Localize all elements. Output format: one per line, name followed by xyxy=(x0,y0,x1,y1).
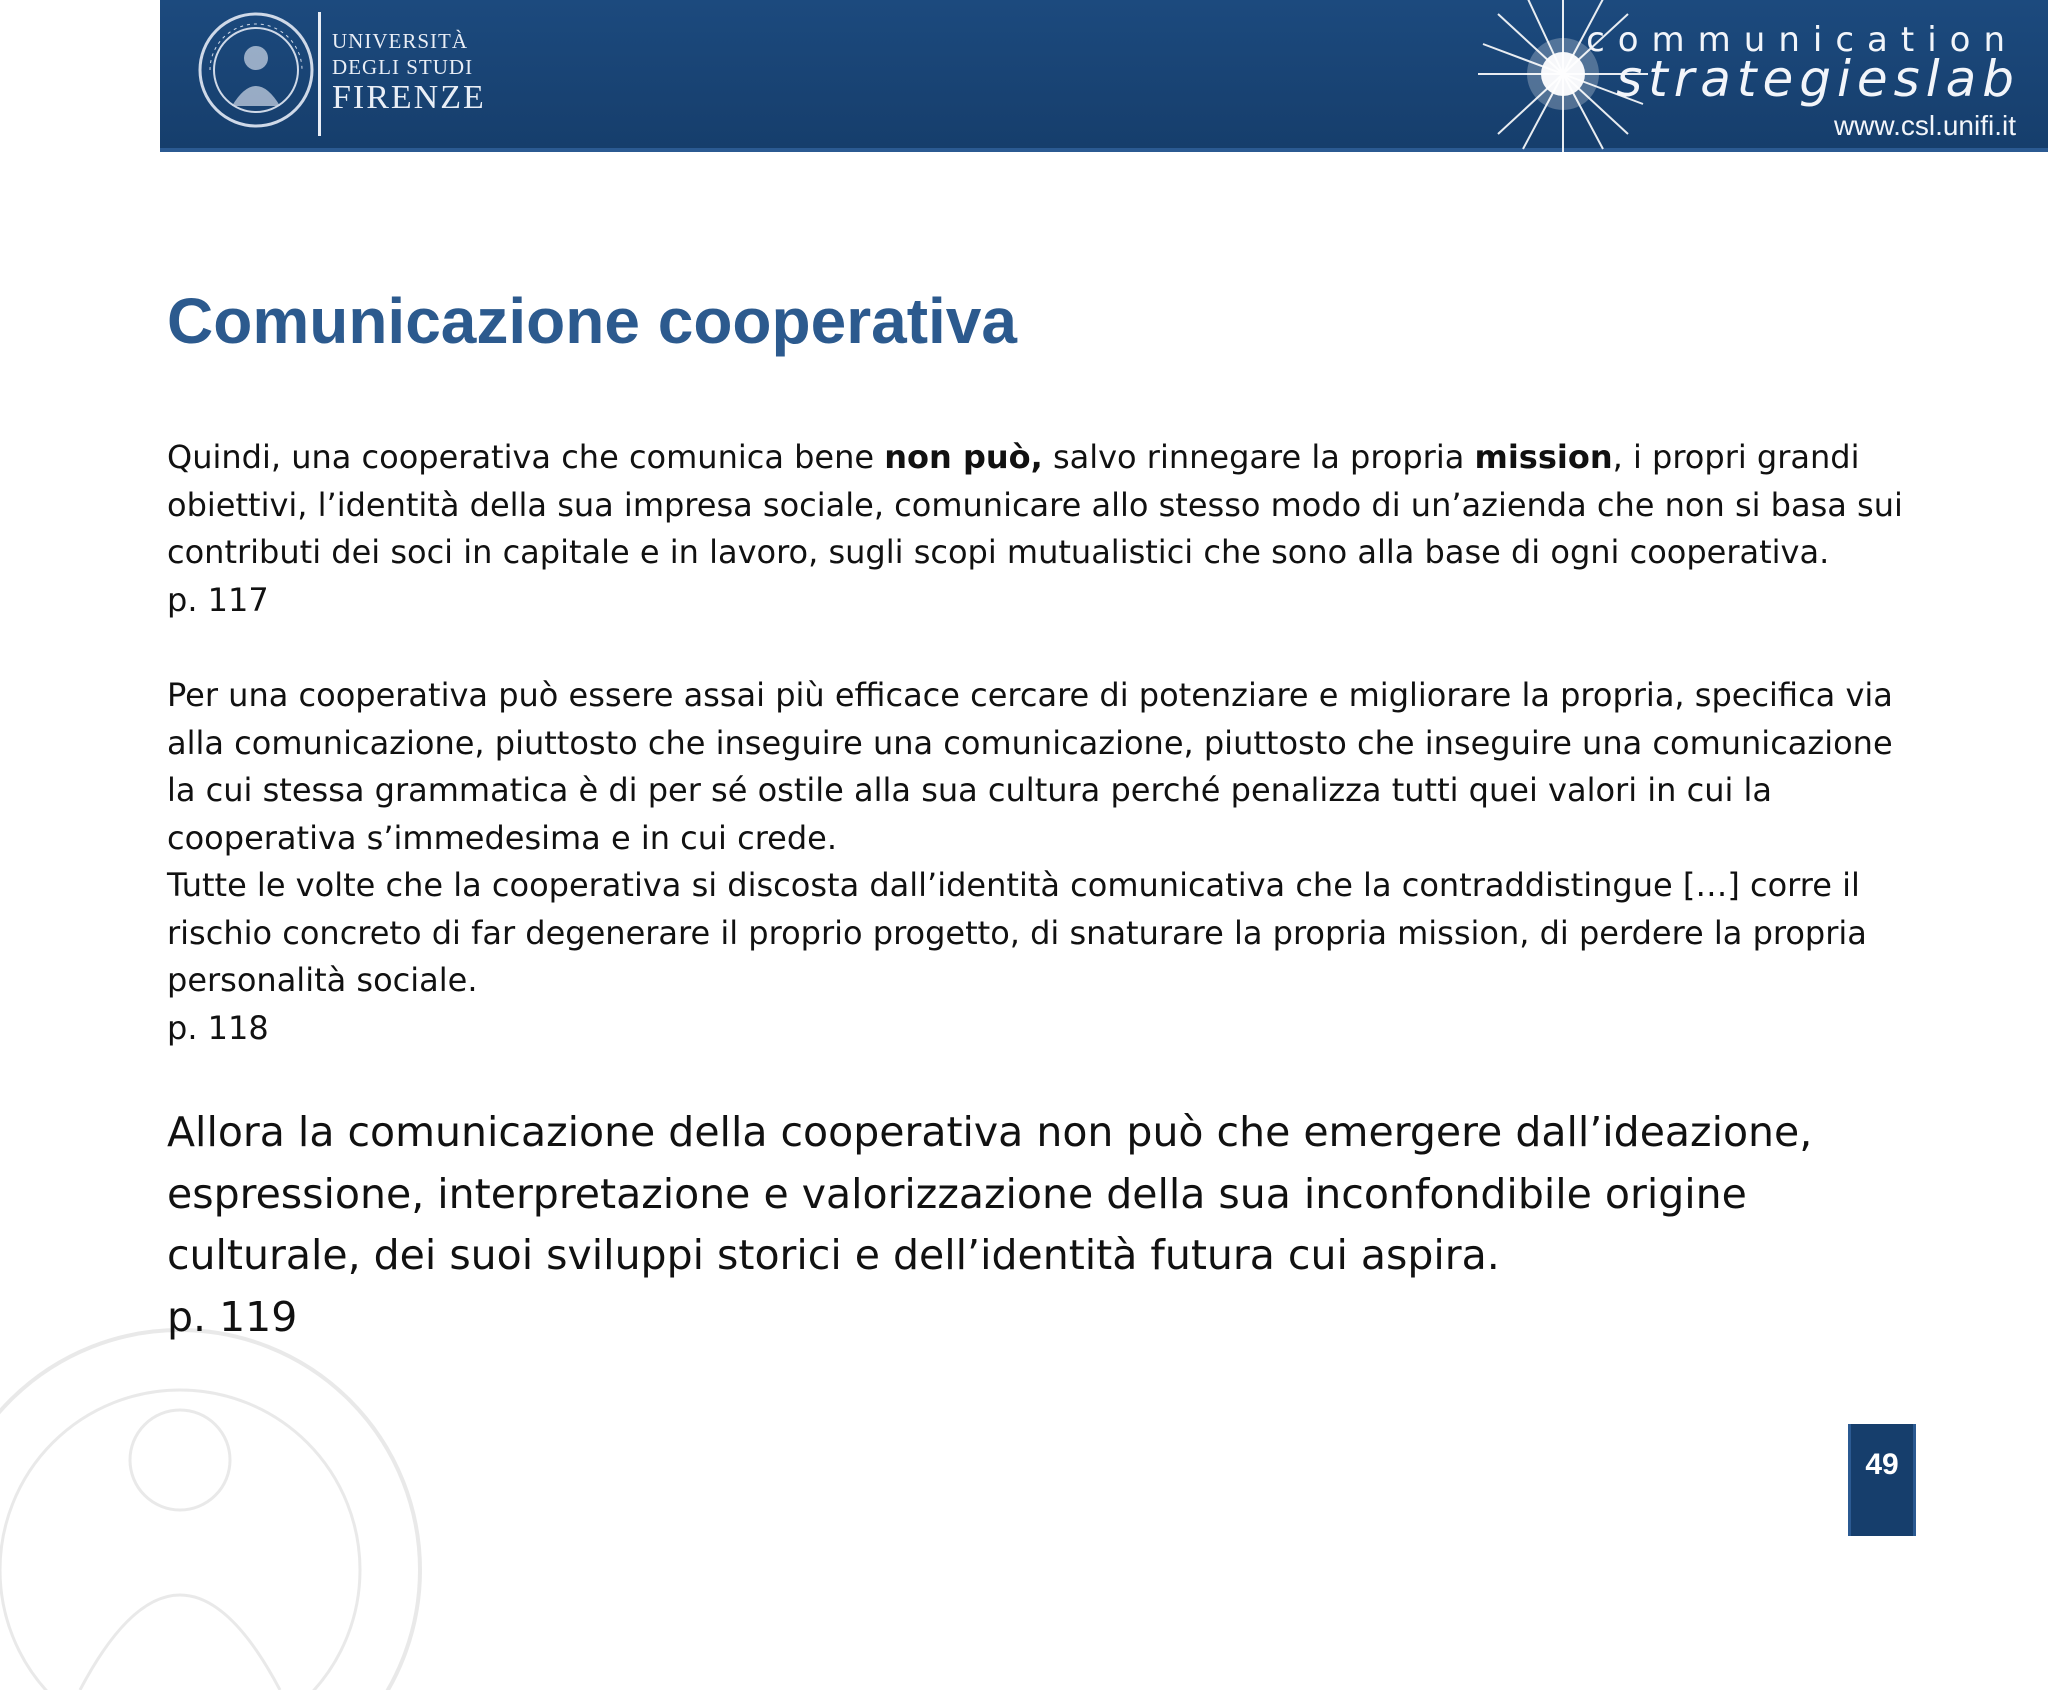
page-number: 49 xyxy=(1865,1448,1899,1481)
p3-text: Tutte le volte che la cooperativa si discosta dall’identità comunicativa che la contraddistingue […] corre il rischio concreto di far degenerare il proprio progetto, di snaturare la propria mission, di perdere la propria personalità sociale. xyxy=(167,866,1867,999)
p1-bold-non-puo: non può, xyxy=(884,438,1043,476)
p1-text-mid: salvo rinnegare la propria xyxy=(1042,438,1475,476)
paragraph-1 xyxy=(167,434,1907,624)
university-line3: FIRENZE xyxy=(332,79,486,116)
p1-bold-mission: mission xyxy=(1474,438,1613,476)
p3-page-ref: p. 118 xyxy=(167,1008,269,1047)
header-banner xyxy=(160,0,2048,152)
paragraph-3 xyxy=(167,862,1907,1052)
p1-text-post: , i propri grandi obiettivi, l’identità della sua impresa sociale, comunicare allo stesso modo di un’azienda che non si basa sui contributi dei soci in capitale e in lavoro, sugli scopi mutualistici che sono alla base di ogni cooperativa. xyxy=(167,438,1903,571)
logo-divider xyxy=(318,12,321,136)
university-name xyxy=(332,28,486,116)
p4-page-ref: p. 119 xyxy=(167,1292,298,1341)
university-seal-icon xyxy=(196,10,316,130)
paragraph-2: Per una cooperativa può essere assai più efficace cercare di potenziare e migliorare la propria, specifica via alla comunicazione, piuttosto che inseguire una comunicazione, piuttosto che inseguire una comunicazione la cui stessa grammatica è di per sé ostile alla sua cultura perché penalizza tutti quei valori in cui la cooperativa s’immedesima e in cui crede. xyxy=(167,676,1893,857)
slide-title: Comunicazione cooperativa xyxy=(167,285,1017,357)
p1-text-pre: Quindi, una cooperativa che comunica bene xyxy=(167,438,885,476)
university-line2: DEGLI STUDI xyxy=(332,55,474,79)
paragraph-4 xyxy=(167,1102,1907,1348)
page-number-box xyxy=(1848,1424,1916,1536)
lab-name-line1: communication xyxy=(1586,20,2018,60)
lab-name-line2: strategieslab xyxy=(1616,50,2020,108)
p4-text: Allora la comunicazione della cooperativa non può che emergere dall’ideazione, espressione, interpretazione e valorizzazione della sua inconfondibile origine culturale, dei suoi sviluppi storici e dell’identità futura cui aspira. xyxy=(167,1108,1813,1279)
lab-url[interactable]: www.csl.unifi.it xyxy=(1833,110,2016,141)
p1-page-ref: p. 117 xyxy=(167,580,269,619)
university-line1: UNIVERSITÀ xyxy=(332,29,468,53)
